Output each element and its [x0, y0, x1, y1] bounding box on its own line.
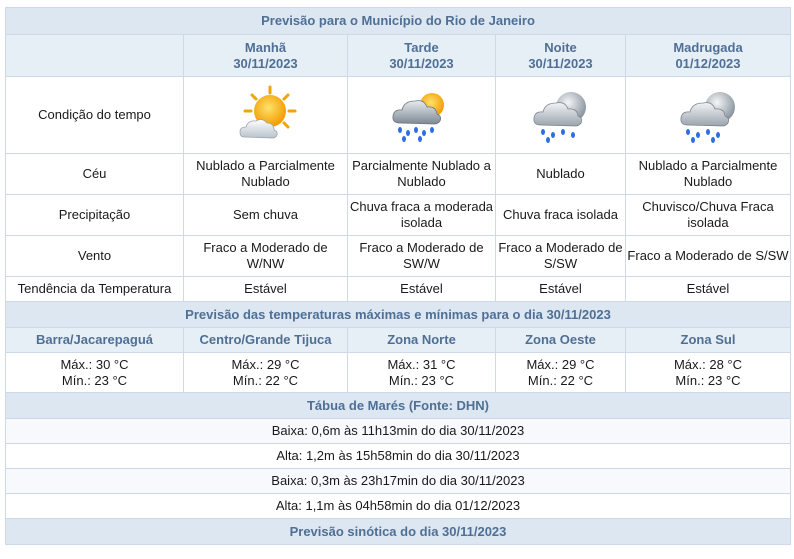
min-temp: Mín.: 23 °C [61, 372, 128, 388]
zone-temps [183, 353, 347, 392]
wind-value: Fraco a Moderado de SW/W [347, 236, 495, 276]
forecast-table [5, 7, 791, 545]
period-name: Manhã [244, 39, 287, 55]
precip-value: Chuva fraca a moderada isolada [347, 195, 495, 235]
sky-value: Nublado a Parcialmente Nublado [625, 154, 790, 194]
trend-value: Estável [495, 277, 625, 301]
max-temp: Máx.: 29 °C [526, 356, 595, 372]
row-label-sky: Céu [82, 166, 107, 181]
period-header-afternoon [347, 35, 495, 76]
tide-row: Baixa: 0,6m às 11h13min do dia 30/11/2023 [6, 419, 790, 443]
condition-cell [347, 77, 495, 153]
rain-cloud-night-icon [672, 85, 744, 145]
zone-header: Zona Sul [625, 328, 790, 352]
synoptic-title: Previsão sinótica do dia 30/11/2023 [6, 519, 790, 544]
max-temp: Máx.: 28 °C [673, 356, 743, 372]
min-temp: Mín.: 22 °C [232, 372, 299, 388]
period-date: 30/11/2023 [233, 55, 298, 71]
precip-value: Sem chuva [183, 195, 347, 235]
zone-temps [495, 353, 625, 392]
sky-value: Nublado a Parcialmente Nublado [183, 154, 347, 194]
row-label-condition: Condição do tempo [38, 107, 151, 122]
period-header-dawn [625, 35, 790, 76]
rain-cloud-sun-icon [386, 85, 458, 145]
precip-value: Chuva fraca isolada [495, 195, 625, 235]
zone-header: Zona Norte [347, 328, 495, 352]
period-name: Madrugada [673, 39, 743, 55]
table-title: Previsão para o Município do Rio de Janeiro [6, 8, 790, 34]
zone-temps [625, 353, 790, 392]
trend-value: Estável [347, 277, 495, 301]
wind-value: Fraco a Moderado de W/NW [183, 236, 347, 276]
period-date: 01/12/2023 [675, 55, 741, 71]
period-date: 30/11/2023 [389, 55, 454, 71]
temperatures-title: Previsão das temperaturas máximas e mínimas para o dia 30/11/2023 [6, 302, 790, 327]
trend-value: Estável [625, 277, 790, 301]
max-temp: Máx.: 31 °C [387, 356, 456, 372]
condition-cell [625, 77, 790, 153]
max-temp: Máx.: 30 °C [60, 356, 129, 372]
period-name: Tarde [404, 39, 439, 55]
tide-row: Alta: 1,2m às 15h58min do dia 30/11/2023 [6, 444, 790, 468]
zone-temps [6, 353, 183, 392]
min-temp: Mín.: 23 °C [388, 372, 455, 388]
wind-value: Fraco a Moderado de S/SW [495, 236, 625, 276]
row-label-precipitation: Precipitação [58, 207, 131, 222]
tide-row: Baixa: 0,3m às 23h17min do dia 30/11/2023 [6, 469, 790, 493]
zone-header: Barra/Jacarepaguá [6, 328, 183, 352]
tide-row: Alta: 1,1m às 04h58min do dia 01/12/2023 [6, 494, 790, 518]
sky-value: Nublado [495, 154, 625, 194]
zone-header: Centro/Grande Tijuca [183, 328, 347, 352]
zone-temps [347, 353, 495, 392]
zone-header: Zona Oeste [495, 328, 625, 352]
period-name: Noite [544, 39, 577, 55]
tides-title: Tábua de Marés (Fonte: DHN) [6, 393, 790, 418]
min-temp: Mín.: 22 °C [527, 372, 594, 388]
min-temp: Mín.: 23 °C [675, 372, 741, 388]
max-temp: Máx.: 29 °C [231, 356, 300, 372]
precip-value: Chuvisco/Chuva Fraca isolada [625, 195, 790, 235]
sky-value: Parcialmente Nublado a Nublado [347, 154, 495, 194]
wind-value: Fraco a Moderado de S/SW [625, 236, 790, 276]
rain-cloud-night-icon [525, 85, 597, 145]
period-header-night [495, 35, 625, 76]
condition-cell [183, 77, 347, 153]
trend-value: Estável [183, 277, 347, 301]
header-empty [6, 35, 183, 76]
condition-cell [495, 77, 625, 153]
row-label-temperature-trend: Tendência da Temperatura [17, 281, 172, 296]
row-label-wind: Vento [77, 248, 112, 263]
period-date: 30/11/2023 [528, 55, 593, 71]
period-header-morning [183, 35, 347, 76]
sun-behind-cloud-icon [230, 85, 302, 145]
